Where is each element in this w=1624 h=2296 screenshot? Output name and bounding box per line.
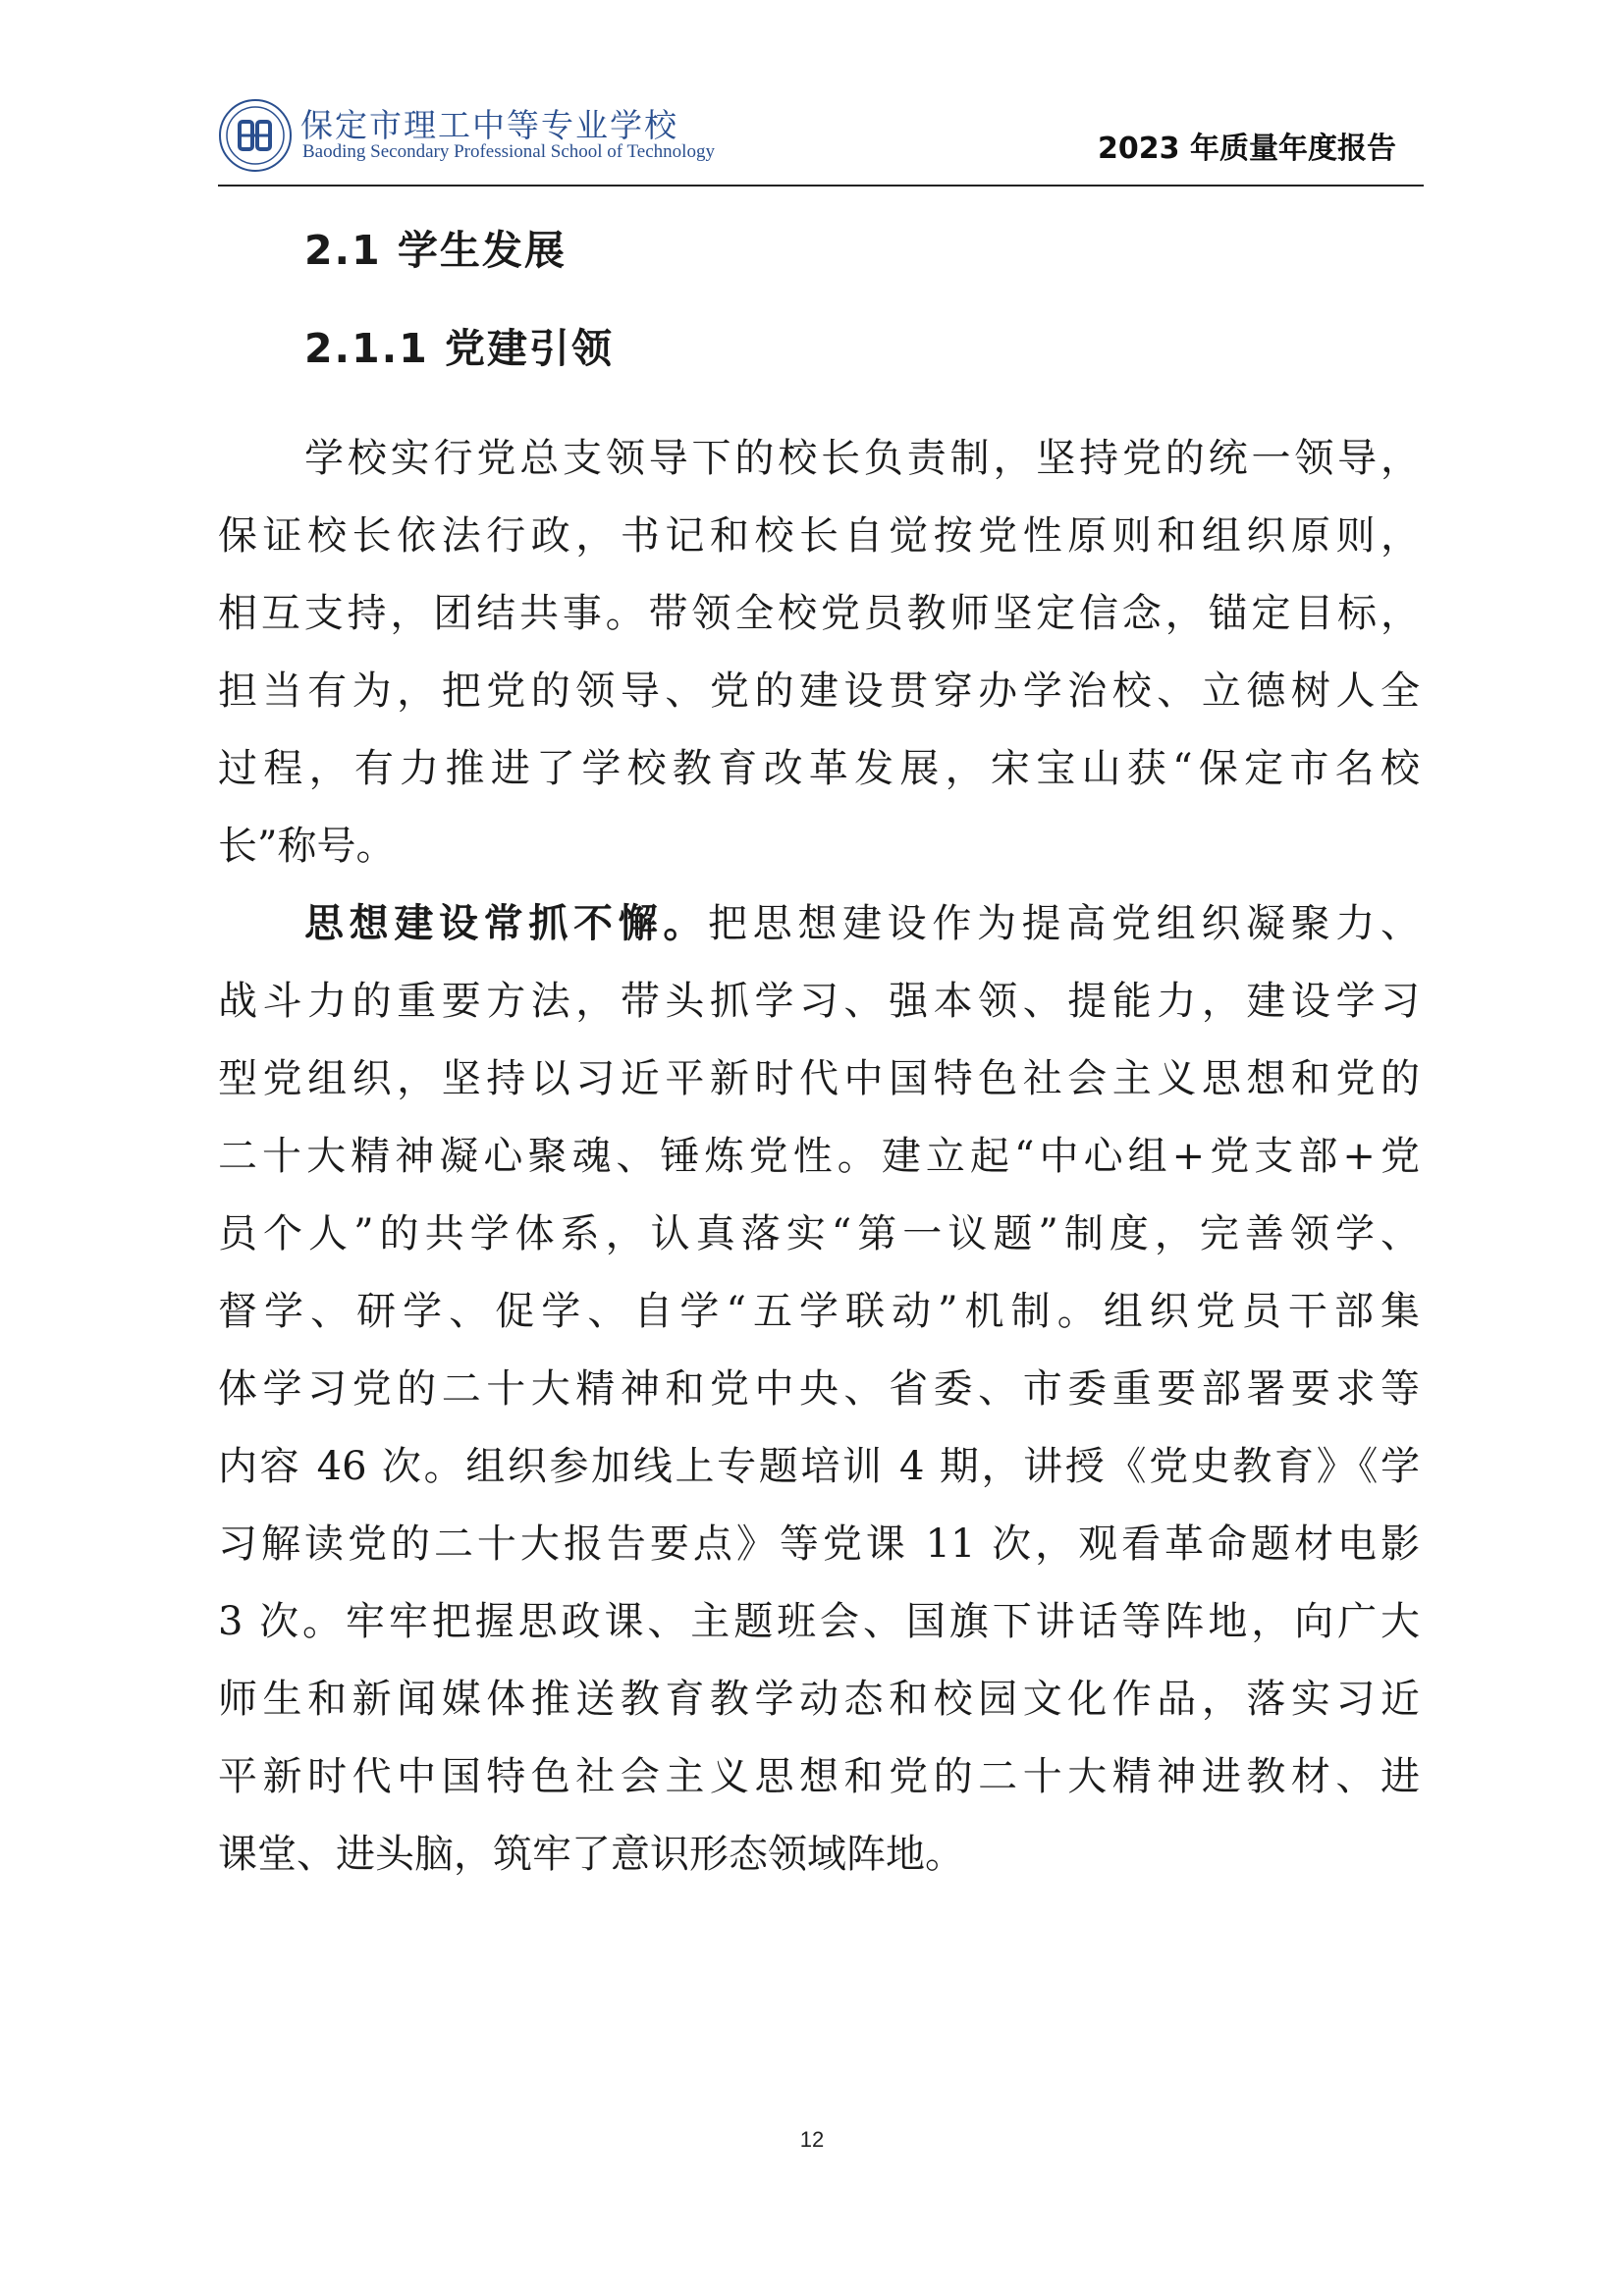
- paragraph-line: 学校实行党总支领导下的校长负责制，坚持党的统一领导，: [304, 436, 1420, 481]
- paragraph-line: 长”称号。: [218, 824, 396, 869]
- paragraph-line: 习解读党的二十大报告要点》等党课 11 次，观看革命题材电影: [218, 1522, 1420, 1567]
- page-header: [218, 94, 1424, 187]
- school-logo: [218, 98, 729, 173]
- section-subheading: 2.1.1 党建引领: [304, 325, 615, 372]
- paragraph-line-rest: 把思想建设作为提高党组织凝聚力、: [708, 901, 1420, 946]
- report-title: 2023 年质量年度报告: [1098, 132, 1396, 166]
- paragraph-line: 过程，有力推进了学校教育改革发展，宋宝山获“保定市名校: [218, 746, 1420, 791]
- paragraph-lead: 思想建设常抓不懈。: [304, 901, 708, 946]
- paragraph-line: 师生和新闻媒体推送教育教学动态和校园文化作品，落实习近: [218, 1677, 1420, 1722]
- paragraph-line: 课堂、进头脑，筑牢了意识形态领域阵地。: [218, 1832, 964, 1877]
- body-text: [218, 420, 1420, 1894]
- paragraph-line: [218, 885, 1420, 963]
- page-number: 12: [799, 2127, 825, 2152]
- paragraph-line: 保证校长依法行政，书记和校长自觉按党性原则和组织原则，: [218, 513, 1420, 559]
- paragraph-line: 战斗力的重要方法，带头抓学习、强本领、提能力，建设学习: [218, 979, 1420, 1024]
- paragraph-line: 3 次。牢牢把握思政课、主题班会、国旗下讲话等阵地，向广大: [218, 1599, 1420, 1644]
- school-emblem-icon: [218, 98, 293, 173]
- school-name-cn: 保定市理工中等专业学校: [300, 106, 678, 144]
- paragraph-line: 员个人”的共学体系，认真落实“第一议题”制度，完善领学、: [218, 1211, 1420, 1256]
- paragraph-line: 相互支持，团结共事。带领全校党员教师坚定信念，锚定目标，: [218, 591, 1420, 636]
- paragraph-line: 担当有为，把党的领导、党的建设贯穿办学治校、立德树人全: [218, 668, 1420, 714]
- paragraph-line: 体学习党的二十大精神和党中央、省委、市委重要部署要求等: [218, 1366, 1420, 1412]
- paragraph-line: 内容 46 次。组织参加线上专题培训 4 期，讲授《党史教育》《学: [218, 1444, 1420, 1489]
- school-name-en: Baoding Secondary Professional School of Technology: [302, 141, 715, 162]
- paragraph-line: 二十大精神凝心聚魂、锤炼党性。建立起“中心组+党支部+党: [218, 1134, 1420, 1179]
- paragraph-line: 督学、研学、促学、自学“五学联动”机制。组织党员干部集: [218, 1289, 1420, 1334]
- paragraph-line: 平新时代中国特色社会主义思想和党的二十大精神进教材、进: [218, 1754, 1420, 1799]
- section-heading: 2.1 学生发展: [304, 227, 567, 274]
- paragraph-line: 型党组织，坚持以习近平新时代中国特色社会主义思想和党的: [218, 1056, 1420, 1101]
